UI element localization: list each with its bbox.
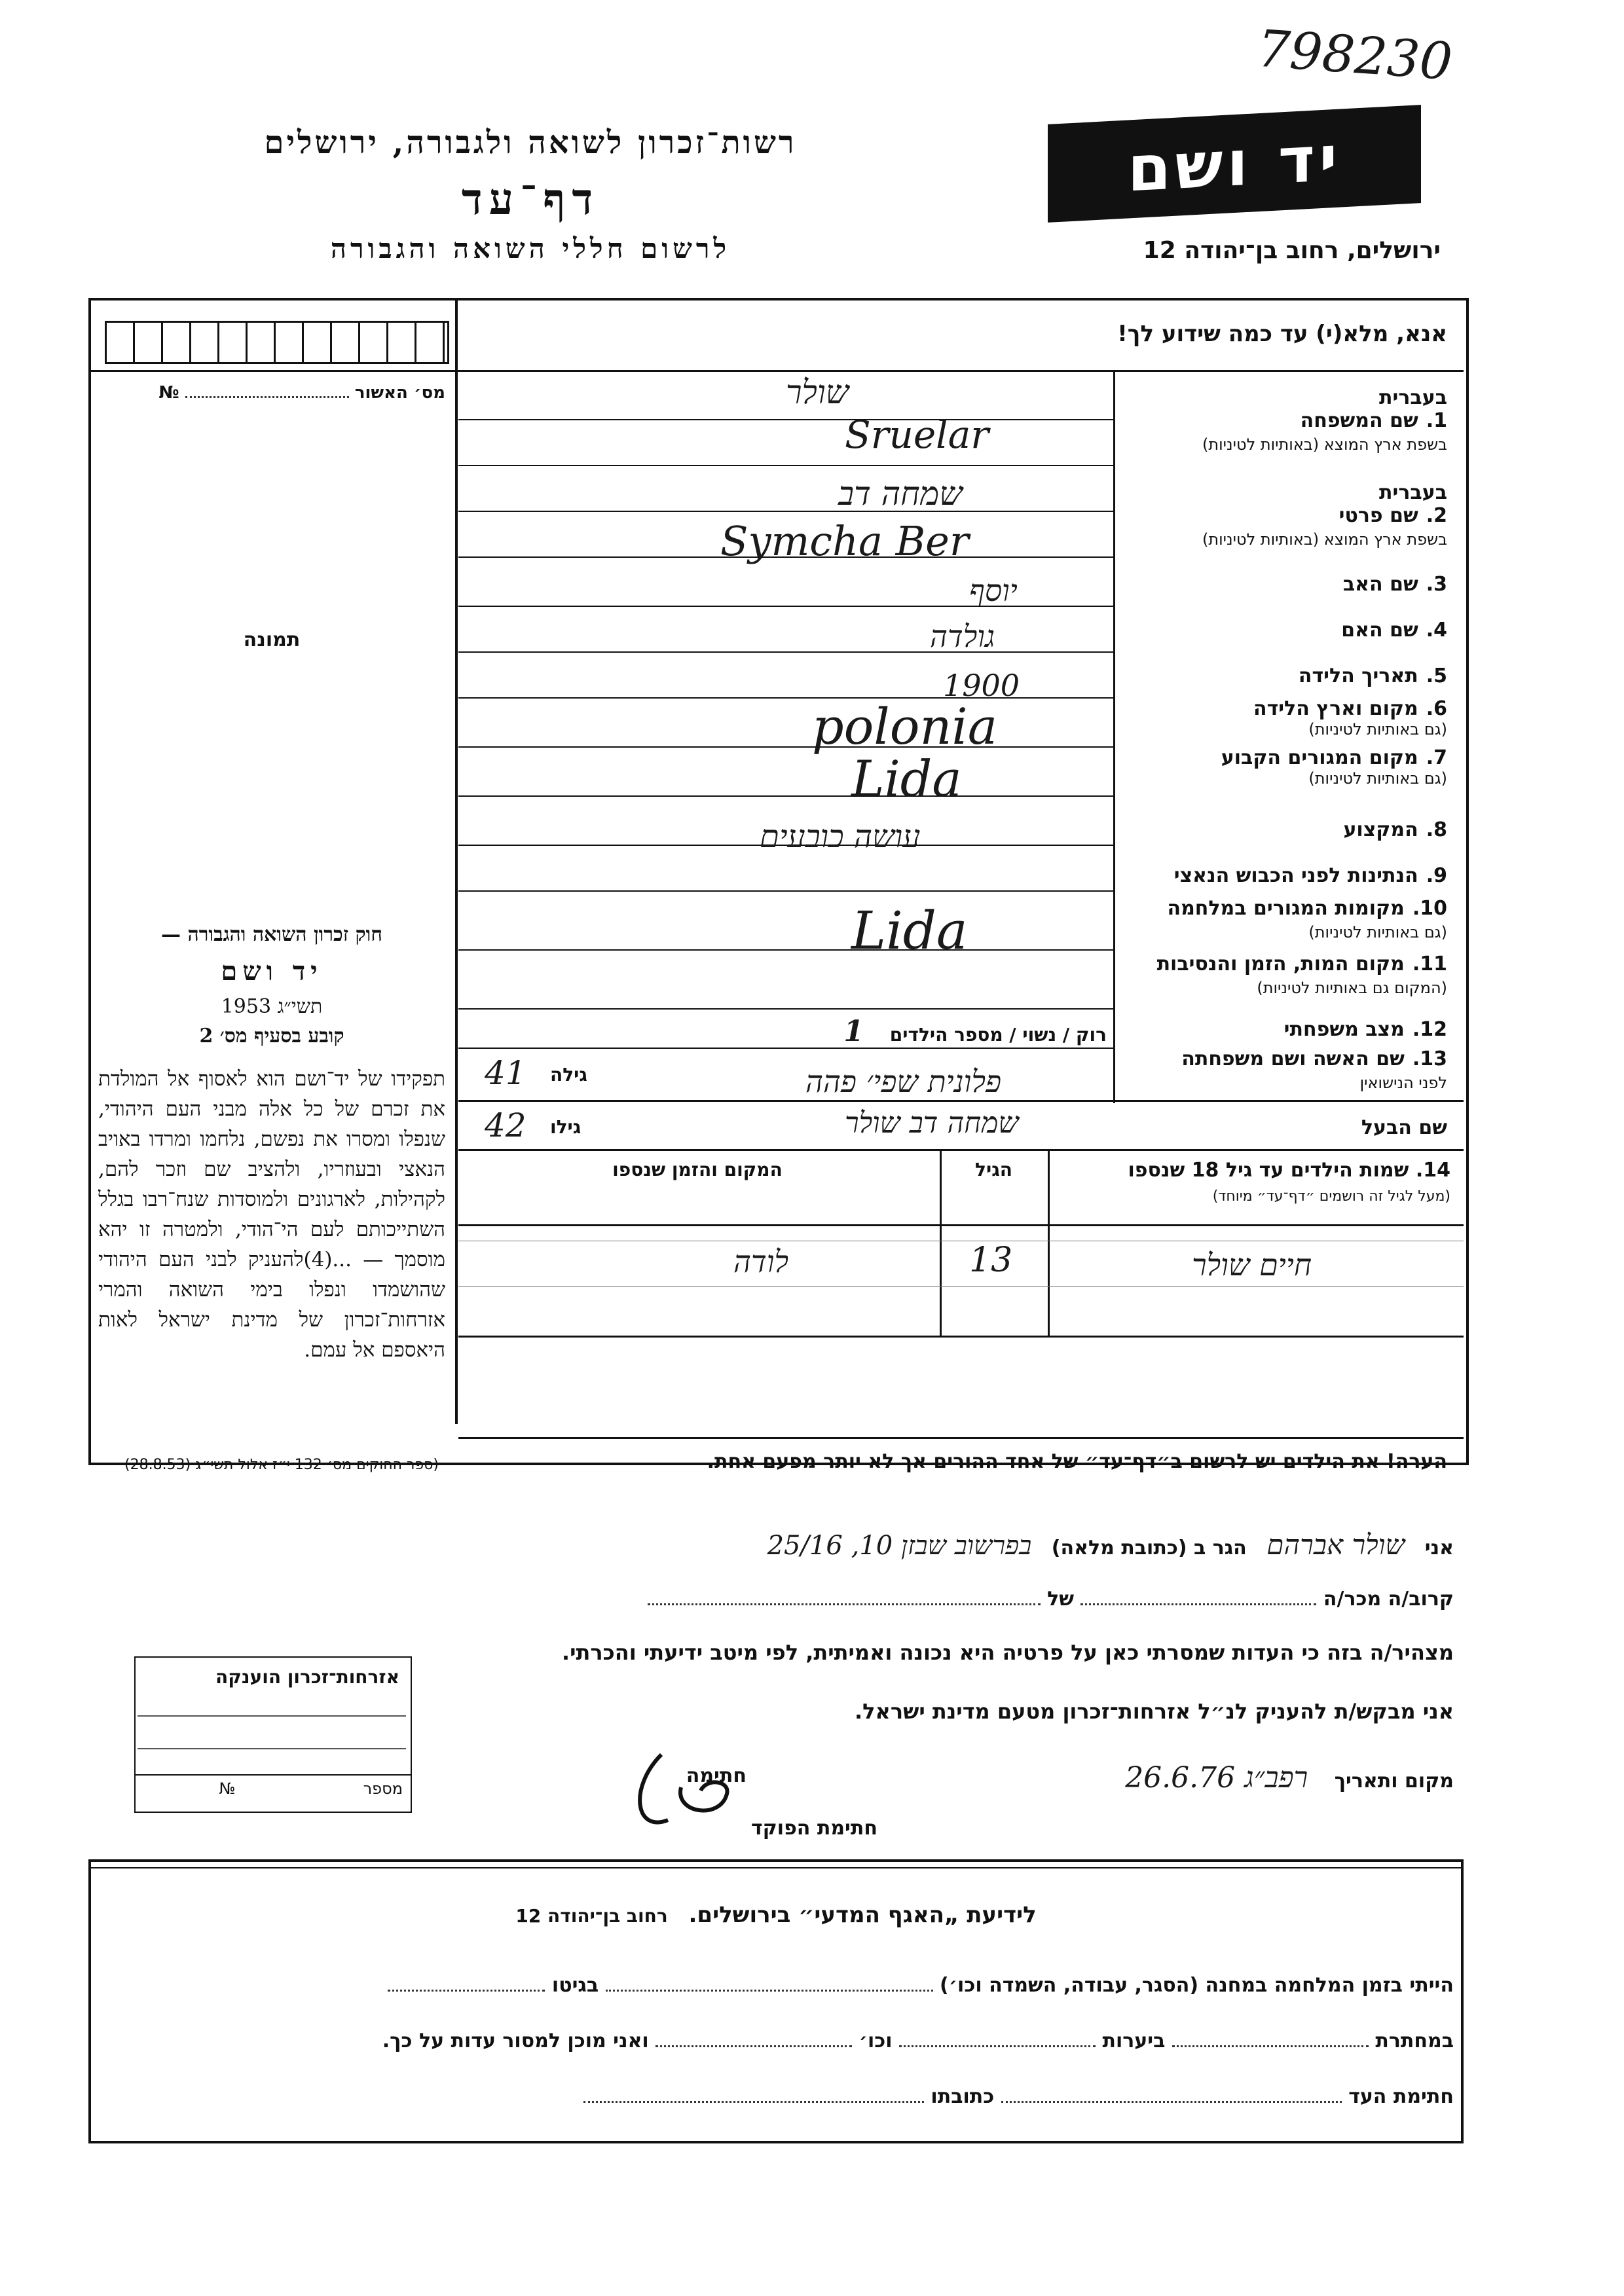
value-family-name-lat: Sruelar xyxy=(845,412,989,457)
approval-boxes xyxy=(105,321,449,364)
bottom-line2-d: ואני מוכן למסור עדות על כך. xyxy=(382,2030,649,2052)
decl-resides-label: הגר ב (כתובת מלאה) xyxy=(1051,1537,1247,1559)
wife-age-label: גילה xyxy=(550,1064,587,1085)
law-year: תשי״ג 1953 xyxy=(221,995,323,1018)
law-name: יד ושם xyxy=(221,956,323,987)
value-husband-name: שמחה דב שולר xyxy=(845,1106,1019,1140)
husband-age-label: גילו xyxy=(550,1116,581,1138)
field-label-birth-date: תאריך הלידה xyxy=(1298,665,1418,687)
decl-i-label: אני xyxy=(1424,1537,1454,1559)
citizenship-number-sign: № xyxy=(219,1779,236,1798)
child-name: חיים שולר xyxy=(1192,1247,1312,1283)
archive-number: 798230 xyxy=(1255,19,1454,92)
decl-place-date-value: רפב״ג 26.6.76 xyxy=(1125,1761,1308,1795)
marital-options: רוק / נשוי / מספר הילדים xyxy=(889,1024,1107,1046)
value-first-name-he: שמחה דב xyxy=(838,475,963,513)
wife-age-value: 41 xyxy=(485,1054,526,1092)
field-label-nationality: הנתינות לפני הכבוש הנאצי xyxy=(1173,864,1418,887)
header-authority: רשות־זכרון לשואה ולגבורה, ירושלים xyxy=(264,124,797,161)
field-sub-war-residence: (גם באותיות לטיניות) xyxy=(1308,923,1447,941)
field-label-birth-place: מקום וארץ הלידה xyxy=(1253,697,1418,720)
bottom-heading: לידיעת „האגף המדעי״ בירושלים. xyxy=(688,1902,1037,1928)
header-title: דף־עד xyxy=(461,173,600,225)
hebrew-label-2: בעברית xyxy=(1379,481,1447,504)
field-label-marital-status: מצב משפחתי xyxy=(1283,1018,1405,1041)
field-label-father-name: שם האב xyxy=(1342,573,1418,596)
logo-text: יד ושם xyxy=(1127,121,1342,206)
decl-officer-label: חתימת הפוקד xyxy=(751,1817,877,1840)
signature-mark xyxy=(616,1741,747,1840)
bottom-line3-a: חתימת העד xyxy=(1348,2085,1454,2108)
approval-no-sign: № xyxy=(158,383,179,403)
children-count-value: 1 xyxy=(843,1015,864,1048)
hebrew-label-1: בעברית xyxy=(1379,386,1447,409)
field-sub-family-name: בשפת ארץ המוצא (באותיות לטיניות) xyxy=(1202,435,1447,454)
decl-of: של xyxy=(1047,1588,1074,1611)
value-war-residence: Lida xyxy=(851,900,968,961)
field-sub-birth-place: (גם באותיות לטיניות) xyxy=(1308,720,1447,738)
field-label-husband-name: שם הבעל xyxy=(1361,1116,1447,1139)
value-birth-date: 1900 xyxy=(943,668,1020,703)
law-title: חוק זכרון השואה והגבורה — xyxy=(161,923,382,946)
bottom-heading-address: רחוב בן־יהודה 12 xyxy=(515,1905,668,1927)
value-first-name-lat: Symcha Ber xyxy=(720,517,969,565)
field-label-residence: מקום המגורים הקבוע xyxy=(1221,746,1418,769)
form-instruction: אנא, מלא(י) עד כמה שידוע לך! xyxy=(1117,321,1447,347)
field-label-mother-name: שם האם xyxy=(1341,619,1418,642)
children-header-sub: (מעל לגיל זה רושמים ״דף־עד״ מיוחד) xyxy=(1212,1188,1450,1205)
children-header-place: המקום והזמן שנספו xyxy=(612,1159,783,1180)
header-address: ירושלים, רחוב בן־יהודה 12 xyxy=(1143,237,1441,264)
field-sub-wife-name: לפני הנישואין xyxy=(1359,1074,1447,1092)
field-label-death-place: מקום המות, הזמן והנסיבות xyxy=(1156,953,1405,975)
children-header-names: שמות הילדים עד גיל 18 שנספו xyxy=(1128,1159,1409,1182)
decl-place-date-label: מקום ותאריך xyxy=(1334,1770,1454,1793)
value-residence: Lida xyxy=(851,750,962,808)
note-text: הערה! את הילדים יש לרשום ב״דף־עד״ של אחד ההורים אך לא יותר מפעם אחת. xyxy=(707,1450,1447,1473)
law-clause: קובע בסעיף מס׳ 2 xyxy=(199,1025,344,1048)
bottom-line3-b: כתובתו xyxy=(931,2085,995,2108)
husband-age-value: 42 xyxy=(485,1106,526,1144)
children-num: 14. xyxy=(1415,1159,1450,1182)
child-age: 13 xyxy=(969,1241,1013,1280)
decl-signature-label: חתימה xyxy=(686,1764,747,1787)
bottom-line1-b: בגיטו xyxy=(551,1974,599,1997)
bottom-line2-c: וכו׳ xyxy=(858,2030,893,2052)
value-birth-place: polonia xyxy=(812,697,998,756)
decl-statement: מצהיר/ה בזה כי העדות שמסרתי כאן על פרטיה היא נכונה ואמיתית, לפי מיטב ידיעתי והכרתי. xyxy=(561,1640,1454,1665)
header-subtitle: לרשום חללי השואה והגבורה xyxy=(330,232,731,264)
value-family-name-he: שולר xyxy=(786,373,849,411)
bottom-line1-a: הייתי בזמן המלחמה במחנה (הסגר, עבודה, השמדה וכו׳) xyxy=(940,1974,1454,1997)
photo-label: תמונה xyxy=(243,629,301,651)
field-sub-residence: (גם באותיות לטיניות) xyxy=(1308,769,1447,788)
field-label-wife-name: שם האשה ושם משפחתה xyxy=(1181,1048,1405,1070)
value-profession: עושה כובעים xyxy=(760,818,921,855)
citizenship-title: אזרחות־זכרון הוענקה xyxy=(215,1666,399,1688)
child-place: לודה xyxy=(733,1244,788,1279)
field-label-war-residence: מקומות המגורים במלחמה xyxy=(1167,897,1405,920)
bottom-line2-a: במחתרת xyxy=(1375,2030,1454,2052)
law-source: (ספר החוקים מס׳ 132 י״ז אלול תשי״ג (28.8.53) xyxy=(124,1457,439,1473)
citizenship-number-label: מספר xyxy=(363,1779,403,1798)
decl-relative: קרוב/ה מכר/ה xyxy=(1323,1588,1454,1611)
children-header-age: הגיל xyxy=(975,1159,1012,1180)
law-text: תפקידו של יד־ושם הוא לאסוף אל המולדת את זכרם של כל אלה מבני העם היהודי, שנפלו ומסרו את נפשם, נלחמו ומרדו באויב הנאצי ובעוזריו, ולהציב שם וזכר להם, לקהילות, לארגונים ולמוסדות שנח־רבו בגלל השתייכותם לעם הי־הודי, ולמטרה זו יהא מוסמך — ...(4)להעניק לבני העם היהודי שהושמדו ונפלו בימי השואה והמרי אזרחות־זכרון של מדינת ישראל לאות היאספם אל עמם. xyxy=(98,1067,445,1362)
bottom-line2-b: ביערות xyxy=(1102,2030,1166,2052)
field-sub-death-place: (המקום גם באותיות לטיניות) xyxy=(1257,979,1447,997)
value-wife-name: פלונית שפי׳ פהה xyxy=(805,1064,1002,1099)
value-mother-name: גולדה xyxy=(930,619,995,654)
decl-i-value: שולר אברהם xyxy=(1266,1529,1405,1561)
field-label-first-name: שם פרטי xyxy=(1338,504,1418,527)
decl-address-value: בפרשוב שבזן 10, 25/16 xyxy=(767,1531,1032,1561)
approval-label: מס׳ האשור xyxy=(354,383,445,403)
field-label-family-name: שם המשפחה xyxy=(1300,409,1418,432)
value-father-name: יוסף xyxy=(969,573,1018,608)
decl-request: אני מבקש/ת להעניק לנ״ל אזרחות־זכרון מטעם מדינת ישראל. xyxy=(855,1699,1454,1724)
yad-vashem-logo xyxy=(1048,105,1421,223)
field-label-profession: המקצוע xyxy=(1343,818,1418,841)
field-sub-first-name: בשפת ארץ המוצא (באותיות לטיניות) xyxy=(1202,530,1447,549)
